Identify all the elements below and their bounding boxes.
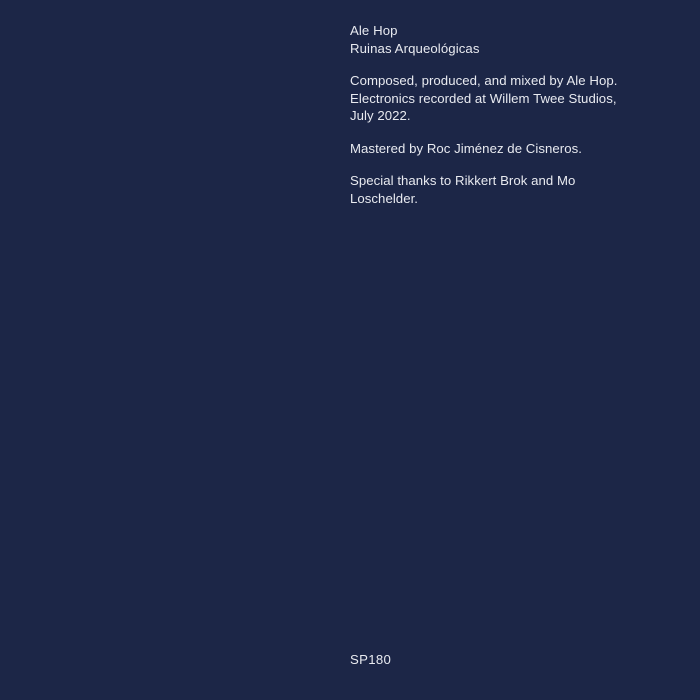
credits-container (350, 22, 670, 207)
album-title: Ruinas Arqueológicas (350, 40, 480, 56)
mastering-credits-block (350, 140, 670, 158)
production-credits-block (350, 72, 670, 125)
title-block (350, 22, 670, 57)
special-thanks-line-2: Loschelder. (350, 190, 418, 206)
special-thanks-block (350, 172, 670, 207)
production-credit-line-2: Electronics recorded at Willem Twee Studios, (350, 90, 617, 106)
production-credit-line-1: Composed, produced, and mixed by Ale Hop. (350, 73, 618, 89)
mastering-credit-line-1: Mastered by Roc Jiménez de Cisneros. (350, 140, 582, 156)
artist-name: Ale Hop (350, 23, 398, 38)
special-thanks-line-1: Special thanks to Rikkert Brok and Mo (350, 173, 576, 189)
production-credit-line-3: July 2022. (350, 108, 411, 124)
catalog-number: SP180 (350, 652, 392, 667)
